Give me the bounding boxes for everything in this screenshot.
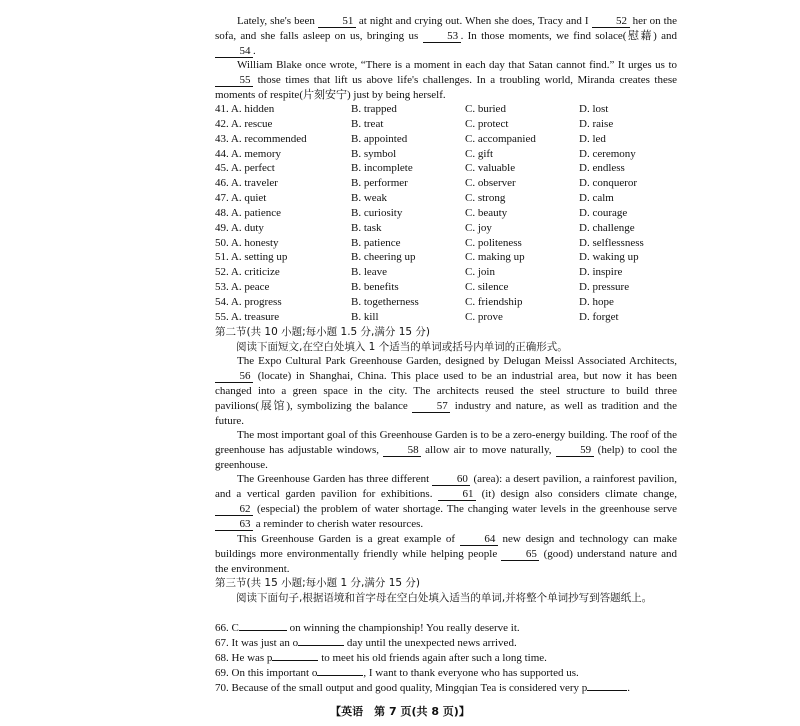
- option-row: [215, 206, 685, 221]
- blank-56: 56: [215, 370, 253, 383]
- option-choice: C. valuable: [465, 162, 516, 175]
- option-choice: 46. A. traveler: [215, 177, 278, 190]
- option-choice: C. friendship: [465, 295, 523, 308]
- blank-57: 57: [412, 400, 450, 413]
- passage-paragraph-1: Lately, she's been 51 at night and crying out. When she does, Tracy and I 52 her on the sofa, and she falls asleep on us, bringing us 53 . In those moments, we find solace(慰藉) and 54 .: [215, 15, 678, 57]
- blank-64: 64: [460, 533, 498, 546]
- section-2-instruction: 阅读下面短文,在空白处填入 1 个适当的单词或括号内单词的正确形式。: [236, 341, 568, 353]
- option-choice: C. protect: [465, 117, 509, 130]
- option-choice: B. treat: [351, 117, 384, 130]
- option-row: [215, 236, 685, 251]
- options-list: [215, 102, 685, 325]
- option-choice: D. calm: [579, 192, 614, 205]
- option-choice: D. challenge: [579, 221, 635, 234]
- option-choice: B. performer: [351, 177, 408, 190]
- question-67: 67. It was just an o day until the unexpected news arrived.: [215, 637, 517, 649]
- option-row: [215, 161, 685, 176]
- section-3-instruction: 阅读下面句子,根据语境和首字母在空白处填入适当的单词,并将整个单词抄写到答题纸上。: [236, 592, 653, 604]
- option-choice: 53. A. peace: [215, 281, 270, 294]
- option-choice: C. buried: [465, 103, 506, 115]
- option-choice: C. join: [465, 266, 495, 279]
- option-choice: C. prove: [465, 310, 503, 323]
- option-choice: C. beauty: [465, 206, 508, 219]
- option-choice: 54. A. progress: [215, 295, 282, 308]
- blank-59: 59: [556, 444, 594, 457]
- section-2-paragraph-2: The most important goal of this Greenhouse Garden is to be a zero-energy building. The roof of the greenhouse has adjustable windows, 58 allow air to move naturally, 59 (help) to cool the greenhouse.: [215, 429, 678, 471]
- option-choice: D. forget: [579, 310, 619, 323]
- option-choice: C. strong: [465, 192, 506, 205]
- option-choice: D. hope: [579, 295, 614, 308]
- option-choice: B. leave: [351, 266, 388, 279]
- option-row: [215, 176, 685, 191]
- option-row: [215, 117, 685, 132]
- section-2-paragraph-4: This Greenhouse Garden is a great example of 64 new design and technology can make buildings more environmentally friendly while helping people 65 (good) understand nature and the environment.: [215, 533, 678, 575]
- option-choice: B. incomplete: [351, 162, 413, 175]
- option-choice: B. kill: [351, 310, 379, 323]
- option-choice: D. lost: [579, 103, 609, 115]
- option-choice: 55. A. treasure: [215, 310, 280, 323]
- section-3-heading: 第三节(共 15 小题;每小题 1 分,满分 15 分): [215, 577, 420, 589]
- option-choice: C. accompanied: [465, 132, 536, 145]
- option-choice: 45. A. perfect: [215, 162, 275, 175]
- option-choice: C. gift: [465, 147, 494, 160]
- option-choice: D. raise: [579, 117, 614, 130]
- option-choice: B. appointed: [351, 132, 408, 145]
- option-choice: 42. A. rescue: [215, 117, 273, 130]
- option-choice: B. benefits: [351, 281, 399, 294]
- option-choice: 50. A. honesty: [215, 236, 279, 249]
- option-choice: B. curiosity: [351, 206, 403, 219]
- option-row: [215, 147, 685, 162]
- option-row: [215, 265, 685, 280]
- option-choice: 47. A. quiet: [215, 192, 267, 205]
- passage-paragraph-2: William Blake once wrote, “There is a moment in each day that Satan cannot find.” It urges us to 55 those times that lift us above life's challenges. In a troubling world, Miranda creates these moments of respite(片刻安宁) just by being herself.: [215, 59, 678, 101]
- section-2-paragraph-3: The Greenhouse Garden has three different 60 (area): a desert pavilion, a rainforest pavilion, and a vertical garden pavilion for exhibitions. 61 (it) design also considers climate change, 62 (especial) the problem of water shortage. The changing water levels in the greenhouse serve 63 a reminder to cherish water resources.: [215, 473, 678, 530]
- blank-52: 52: [592, 15, 630, 28]
- section-2-heading: 第二节(共 10 小题;每小题 1.5 分,满分 15 分): [215, 326, 431, 338]
- option-choice: B. weak: [351, 192, 388, 205]
- option-choice: 41. A. hidden: [215, 103, 275, 115]
- blank-60: 60: [432, 473, 470, 486]
- blank-53: 53: [423, 30, 461, 43]
- option-choice: D. courage: [579, 206, 628, 219]
- option-choice: B. patience: [351, 236, 401, 249]
- option-choice: D. led: [579, 132, 606, 145]
- option-choice: 52. A. criticize: [215, 266, 280, 279]
- option-choice: B. trapped: [351, 103, 397, 115]
- option-choice: C. politeness: [465, 236, 522, 249]
- question-70: 70. Because of the small output and good quality, Mingqian Tea is considered very p .: [215, 682, 630, 694]
- option-choice: D. waking up: [579, 251, 639, 264]
- option-choice: C. making up: [465, 251, 525, 264]
- option-choice: 49. A. duty: [215, 221, 264, 234]
- answer-blank-67: [298, 635, 344, 646]
- option-choice: C. joy: [465, 221, 492, 234]
- section-2-paragraph-1: The Expo Cultural Park Greenhouse Garden, designed by Delugan Meissl Associated Architects, 56 (locate) in Shanghai, China. This place used to be an industrial area, but now it has been changed into a green space in the city. The architects reused the steel structure to build three pavilions(展馆), symbolizing the balance 57 industry and nature, as well as tradition and the future.: [215, 355, 678, 427]
- option-row: [215, 295, 685, 310]
- blank-55: 55: [215, 74, 253, 87]
- blank-62: 62: [215, 503, 253, 516]
- blank-63: 63: [215, 518, 253, 531]
- blank-58: 58: [383, 444, 421, 457]
- option-choice: B. togetherness: [351, 295, 419, 308]
- option-choice: 48. A. patience: [215, 206, 281, 219]
- question-68: 68. He was p to meet his old friends again after such a long time.: [215, 652, 547, 664]
- option-choice: B. cheering up: [351, 251, 416, 264]
- option-choice: C. observer: [465, 177, 516, 190]
- question-69: 69. On this important o , I want to thank everyone who has supported us.: [215, 667, 579, 679]
- option-row: [215, 191, 685, 206]
- question-66: 66. C on winning the championship! You really deserve it.: [215, 622, 520, 634]
- option-choice: C. silence: [465, 281, 509, 294]
- blank-51: 51: [318, 15, 356, 28]
- option-row: [215, 280, 685, 295]
- blank-61: 61: [438, 488, 476, 501]
- blank-54: 54: [215, 45, 253, 58]
- option-row: [215, 221, 685, 236]
- option-choice: D. selflessness: [579, 236, 644, 249]
- answer-blank-70: [587, 680, 627, 691]
- option-row: [215, 132, 685, 147]
- answer-blank-66: [239, 620, 287, 631]
- option-choice: D. inspire: [579, 266, 623, 279]
- blank-65: 65: [501, 548, 539, 561]
- option-row: [215, 250, 685, 265]
- option-row: [215, 102, 685, 117]
- option-choice: D. conqueror: [579, 177, 638, 190]
- option-choice: D. endless: [579, 162, 625, 175]
- option-choice: B. task: [351, 221, 382, 234]
- option-choice: B. symbol: [351, 147, 397, 160]
- option-choice: 51. A. setting up: [215, 251, 288, 264]
- answer-blank-69: [317, 665, 363, 676]
- option-choice: 44. A. memory: [215, 147, 281, 160]
- option-row: [215, 310, 685, 325]
- option-choice: D. pressure: [579, 281, 630, 294]
- page-footer: 【英语 第 7 页(共 8 页)】: [330, 705, 470, 718]
- option-choice: 43. A. recommended: [215, 132, 307, 145]
- option-choice: D. ceremony: [579, 147, 636, 160]
- answer-blank-68: [272, 650, 318, 661]
